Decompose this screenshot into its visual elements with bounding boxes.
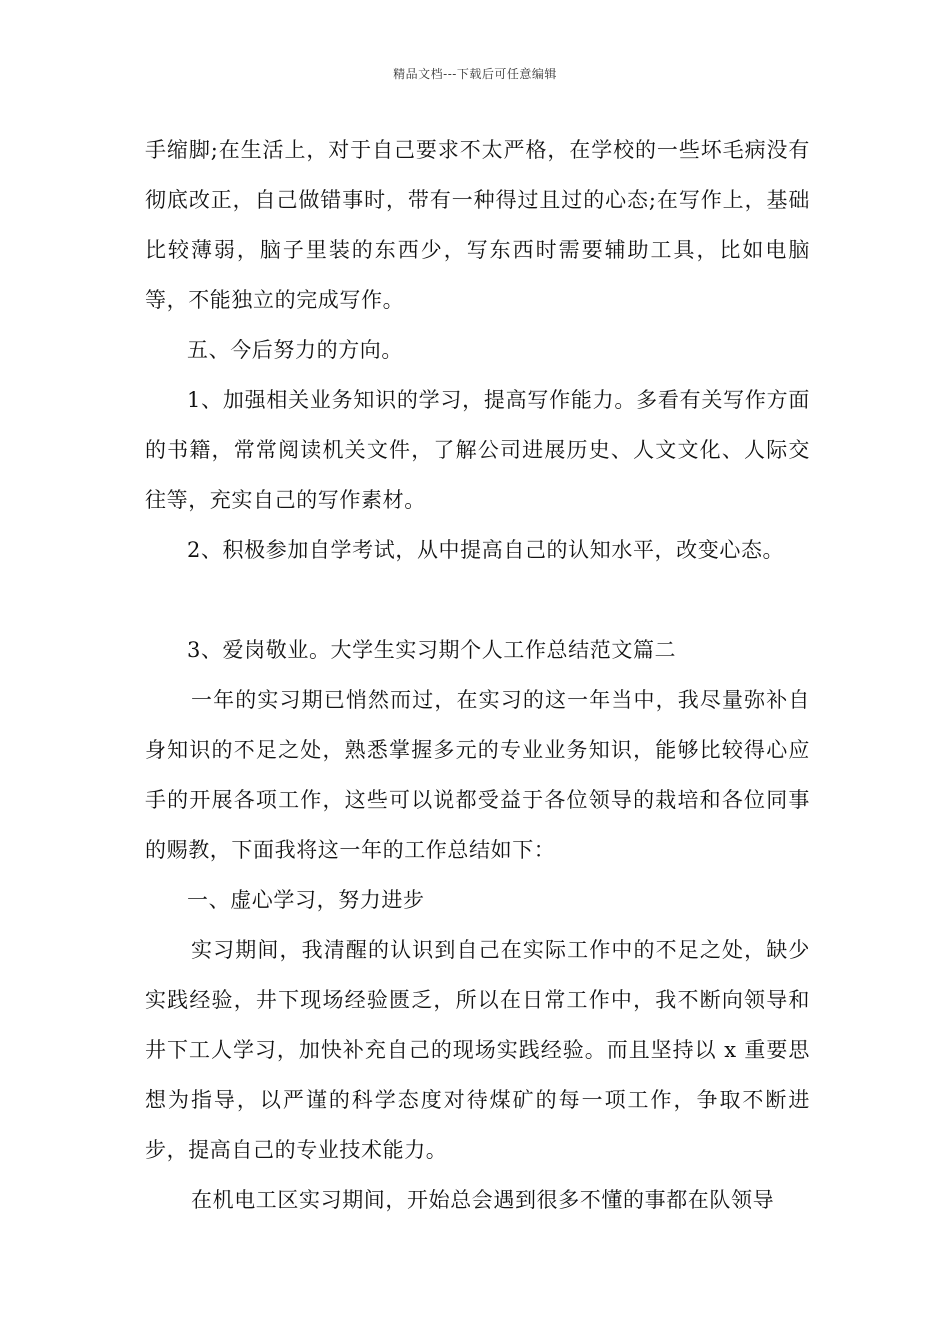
paragraph-internship: 实习期间，我清醒的认识到自己在实际工作中的不足之处，缺少实践经验，井下现场经验匮乏，所以在日常工作中，我不断向领导和井下工人学习，加快补充自己的现场实践经验。而且坚持以 x 重要思想为指导，以严谨的科学态度对待煤矿的每一项工作，争取不断进步，提高自己的专业技术能力。 <box>145 938 810 1162</box>
paragraph-gap <box>145 575 810 625</box>
list-item-3-and-title: 3、爱岗敬业。大学生实习期个人工作总结范文篇二 <box>187 638 677 662</box>
section-heading-future-direction: 五、今后努力的方向。 <box>187 338 403 362</box>
page-header-watermark: 精品文档---下载后可任意编辑 <box>393 67 557 81</box>
paragraph-continuation: 手缩脚;在生活上，对于自己要求不太严格，在学校的一些坏毛病没有彻底改正，自己做错事时，带有一种得过且过的心态;在写作上，基础比较薄弱，脑子里装的东西少，写东西时需要辅助工具，比如电脑等，不能独立的完成写作。 <box>145 138 810 312</box>
document-body <box>145 125 810 1225</box>
section-heading-learning: 一、虚心学习，努力进步 <box>187 888 425 912</box>
paragraph-intro: 一年的实习期已悄然而过，在实习的这一年当中，我尽量弥补自身知识的不足之处，熟悉掌握多元的专业业务知识，能够比较得心应手的开展各项工作，这些可以说都受益于各位领导的栽培和各位同事的赐教，下面我将这一年的工作总结如下： <box>145 688 810 862</box>
paragraph-electromechanical: 在机电工区实习期间，开始总会遇到很多不懂的事都在队领导 <box>191 1188 775 1212</box>
list-item-2: 2、积极参加自学考试，从中提高自己的认知水平，改变心态。 <box>187 538 785 562</box>
list-item-1: 1、加强相关业务知识的学习，提高写作能力。多看有关写作方面的书籍，常常阅读机关文件，了解公司进展历史、人文文化、人际交往等，充实自己的写作素材。 <box>145 388 810 512</box>
